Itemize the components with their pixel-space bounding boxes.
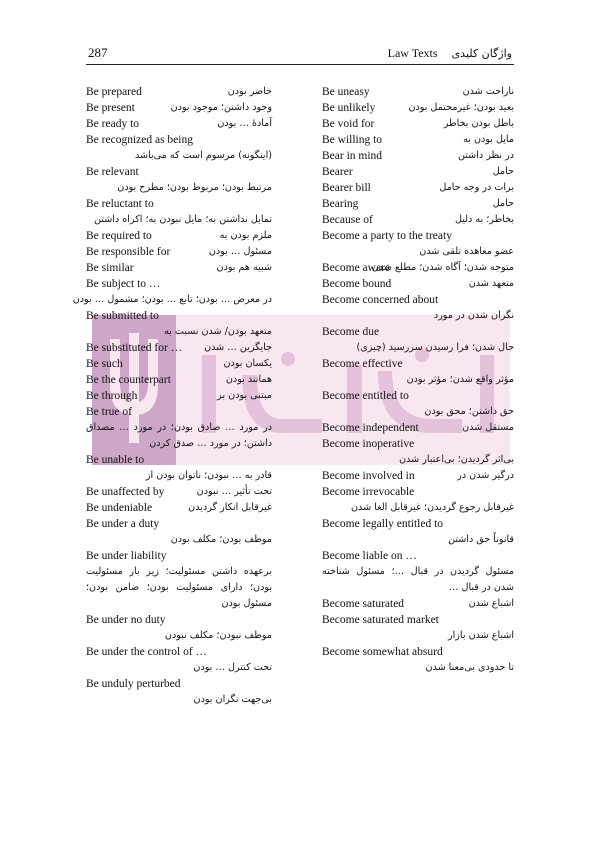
entry-meaning: تا حدودی بی‌معنا شدن — [425, 662, 514, 673]
glossary-entry — [322, 116, 514, 132]
entry-term: Be true of — [86, 406, 132, 418]
entry-meaning: در نظر داشتن — [457, 150, 514, 161]
entry-meaning: مایل بودن به — [463, 134, 514, 145]
entry-meaning: حاضر بودن — [227, 86, 272, 97]
entry-meaning: آمادهٔ … بودن — [217, 118, 272, 129]
entry-meaning: حامل — [492, 198, 514, 209]
entry-term: Be unaffected by — [86, 486, 165, 498]
entry-term: Be submitted to — [86, 310, 159, 322]
glossary-entry — [86, 500, 272, 516]
entry-term: Be required to — [86, 230, 152, 242]
glossary-entry — [322, 436, 514, 468]
glossary-entry — [322, 212, 514, 228]
entry-meaning: وجود داشتن؛ موجود بودن — [170, 102, 272, 113]
glossary-entry — [322, 260, 514, 276]
entry-meaning: مؤثر واقع شدن؛ مؤثر بودن — [406, 374, 514, 385]
running-head — [388, 46, 512, 61]
entry-meaning: مستقل شدن — [462, 422, 514, 433]
entry-term: Become aware — [322, 262, 391, 274]
entry-term: Be under the control of … — [86, 646, 208, 658]
entry-term: Become irrevocable — [322, 486, 415, 498]
glossary-entry — [86, 388, 272, 404]
entry-term: Be under liability — [86, 550, 167, 562]
entry-meaning: موظف بودن؛ مکلف بودن — [170, 534, 272, 545]
header-rule — [86, 64, 514, 65]
entry-term: Be present — [86, 102, 135, 114]
entry-meaning: جایگزین … شدن — [204, 342, 272, 353]
glossary-entry — [322, 596, 514, 612]
glossary-entry — [86, 132, 272, 164]
entry-meaning: مسئول گردیدن در قبال …؛ مسئول شناخته شدن در قبال … — [322, 566, 514, 593]
entry-term: Be willing to — [322, 134, 383, 146]
entry-meaning: غیرقابل رجوع گردیدن؛ غیرقابل الغا شدن — [351, 502, 514, 513]
entry-term: Become saturated market — [322, 614, 439, 626]
glossary-entry — [86, 644, 272, 676]
entry-term: Become inoperative — [322, 438, 415, 450]
running-head-title-en: Law Texts — [387, 46, 438, 60]
glossary-entry — [86, 100, 272, 116]
entry-meaning: مسئول … بودن — [208, 246, 272, 257]
entry-term: Be recognized as being — [86, 134, 193, 146]
entry-meaning: بی‌جهت نگران بودن — [193, 694, 272, 705]
entry-term: Become due — [322, 326, 380, 338]
glossary-entry — [322, 292, 514, 324]
entry-term: Be void for — [322, 118, 375, 130]
entry-meaning: شبیه هم بودن — [216, 262, 272, 273]
glossary-entry — [86, 612, 272, 644]
entry-meaning: نگران شدن در مورد — [433, 310, 514, 321]
entry-meaning: (اینگونه) مرسوم است که می‌باشد — [135, 150, 272, 161]
glossary-entry — [322, 132, 514, 148]
glossary-entry — [322, 388, 514, 420]
glossary-entry — [322, 228, 514, 260]
glossary-entry — [86, 404, 272, 452]
entry-meaning: برعهده داشتن مسئولیت؛ زیر بار مسئولیت بودن؛ دارای مسئولیت بودن؛ ضامن بودن؛ مسئول بودن — [86, 566, 272, 609]
entry-meaning: غیرقابل انکار گردیدن — [188, 502, 272, 513]
glossary-entry — [322, 148, 514, 164]
entry-meaning: اشباع شدن — [468, 598, 514, 609]
entry-term: Be the counterpart — [86, 374, 171, 386]
entry-meaning: تحت تأثیر … نبودن — [196, 486, 272, 497]
entry-meaning: حق داشتن؛ محق بودن — [424, 406, 514, 417]
entry-meaning: بخاطر؛ به دلیل — [454, 214, 514, 225]
glossary-entry — [322, 644, 514, 676]
entry-meaning: قادر به … نبودن؛ ناتوان بودن از — [145, 470, 272, 481]
glossary-entry — [86, 228, 272, 244]
entry-term: Become concerned about — [322, 294, 439, 306]
entry-meaning: در معرض … بودن؛ تابع … بودن؛ مشمول … بودن — [72, 294, 272, 305]
entry-meaning: مبتنی بودن بر — [217, 390, 272, 401]
glossary-entry — [322, 164, 514, 180]
glossary-entry — [86, 308, 272, 340]
entry-meaning: حامل — [492, 166, 514, 177]
glossary-entry — [322, 356, 514, 388]
entry-term: Bearing — [322, 198, 359, 210]
glossary-entry — [86, 516, 272, 548]
glossary-entry — [86, 340, 272, 356]
entry-term: Be unlikely — [322, 102, 376, 114]
entry-meaning: متعهد بودن/ شدن نسبت به — [164, 326, 272, 337]
entry-term: Be prepared — [86, 86, 142, 98]
glossary-entry — [86, 372, 272, 388]
entry-meaning: مرتبط بودن؛ مربوط بودن؛ مطرح بودن — [117, 182, 272, 193]
glossary-entry — [322, 84, 514, 100]
page-number: 287 — [88, 45, 108, 60]
entry-meaning: ملزم بودن به — [219, 230, 272, 241]
entry-meaning: باطل بودن بخاطر — [443, 118, 514, 129]
glossary-entry — [86, 356, 272, 372]
entry-term: Be responsible for — [86, 246, 171, 258]
entry-meaning: ناراحت شدن — [462, 86, 514, 97]
entry-meaning: متوجه شدن؛ آگاه شدن؛ مطلع شدن — [371, 262, 514, 273]
entry-term: Be relevant — [86, 166, 139, 178]
glossary-entry — [86, 484, 272, 500]
glossary-entry — [322, 324, 514, 356]
right-column — [322, 84, 514, 676]
entry-meaning: موظف نبودن؛ مکلف نبودن — [164, 630, 272, 641]
glossary-entry — [322, 196, 514, 212]
entry-term: Become bound — [322, 278, 392, 290]
entry-term: Become a party to the treaty — [322, 230, 452, 242]
entry-term: Be such — [86, 358, 123, 370]
entry-meaning: همانند بودن — [225, 374, 272, 385]
entry-term: Be uneasy — [322, 86, 370, 98]
entry-term: Become saturated — [322, 598, 405, 610]
glossary-entry — [86, 676, 272, 708]
glossary-entry — [322, 612, 514, 644]
left-column — [72, 84, 272, 708]
entry-meaning: اشباع شدن بازار — [448, 630, 514, 641]
entry-term: Become involved in — [322, 470, 415, 482]
entry-meaning: برات در وجه حامل — [439, 182, 514, 193]
glossary-entry — [322, 548, 514, 596]
entry-meaning: تحت کنترل … بودن — [193, 662, 272, 673]
glossary-entry — [322, 276, 514, 292]
entry-term: Become independent — [322, 422, 419, 434]
glossary-entry — [322, 468, 514, 484]
glossary-entry — [86, 116, 272, 132]
entry-term: Become entitled to — [322, 390, 409, 402]
glossary-entry — [322, 420, 514, 436]
entry-term: Be unduly perturbed — [86, 678, 181, 690]
entry-term: Be substituted for … — [86, 342, 183, 354]
glossary-entry — [86, 196, 272, 228]
entry-meaning: حال شدن؛ فرا رسیدن سررسید (چیزی) — [356, 342, 514, 353]
glossary-entry — [86, 452, 272, 484]
entry-meaning: بعید بودن؛ غیرمحتمل بودن — [408, 102, 514, 113]
entry-meaning: در مورد … صادق بودن؛ در مورد … مصداق داشتن؛ در مورد … صدق کردن — [86, 422, 272, 449]
entry-term: Be undeniable — [86, 502, 153, 514]
entry-term: Be under no duty — [86, 614, 166, 626]
entry-meaning: تمایل نداشتن به؛ مایل نبودن به؛ اکراه داشتن — [94, 214, 272, 225]
entry-term: Because of — [322, 214, 373, 226]
glossary-entry — [86, 84, 272, 100]
entry-term: Become effective — [322, 358, 403, 370]
entry-meaning: عضو معاهده تلقی شدن — [419, 246, 514, 257]
glossary-entry — [322, 180, 514, 196]
entry-term: Be through — [86, 390, 138, 402]
glossary-entry — [72, 276, 272, 308]
entry-term: Become legally entitled to — [322, 518, 444, 530]
entry-meaning: درگیر شدن در — [457, 470, 514, 481]
entry-term: Become somewhat absurd — [322, 646, 443, 658]
glossary-entry — [86, 164, 272, 196]
entry-term: Become liable on … — [322, 550, 417, 562]
entry-meaning: بی‌اثر گردیدن؛ بی‌اعتبار شدن — [399, 454, 514, 465]
glossary-entry — [86, 244, 272, 260]
entry-term: Bearer — [322, 166, 353, 178]
running-head-title-fa: واژگان کلیدی — [451, 47, 512, 60]
entry-term: Be ready to — [86, 118, 140, 130]
entry-meaning: یکسان بودن — [223, 358, 272, 369]
entry-term: Be unable to — [86, 454, 145, 466]
glossary-entry — [322, 484, 514, 516]
entry-meaning: قانوناً حق داشتن — [448, 534, 514, 545]
glossary-entry — [322, 100, 514, 116]
entry-meaning: متعهد شدن — [468, 278, 514, 289]
glossary-entry — [86, 548, 272, 612]
entry-term: Be reluctant to — [86, 198, 154, 210]
glossary-entry — [86, 260, 272, 276]
entry-term: Be subject to … — [86, 278, 161, 290]
entry-term: Be similar — [86, 262, 134, 274]
entry-term: Bear in mind — [322, 150, 383, 162]
entry-term: Bearer bill — [322, 182, 371, 194]
entry-term: Be under a duty — [86, 518, 160, 530]
glossary-entry — [322, 516, 514, 548]
